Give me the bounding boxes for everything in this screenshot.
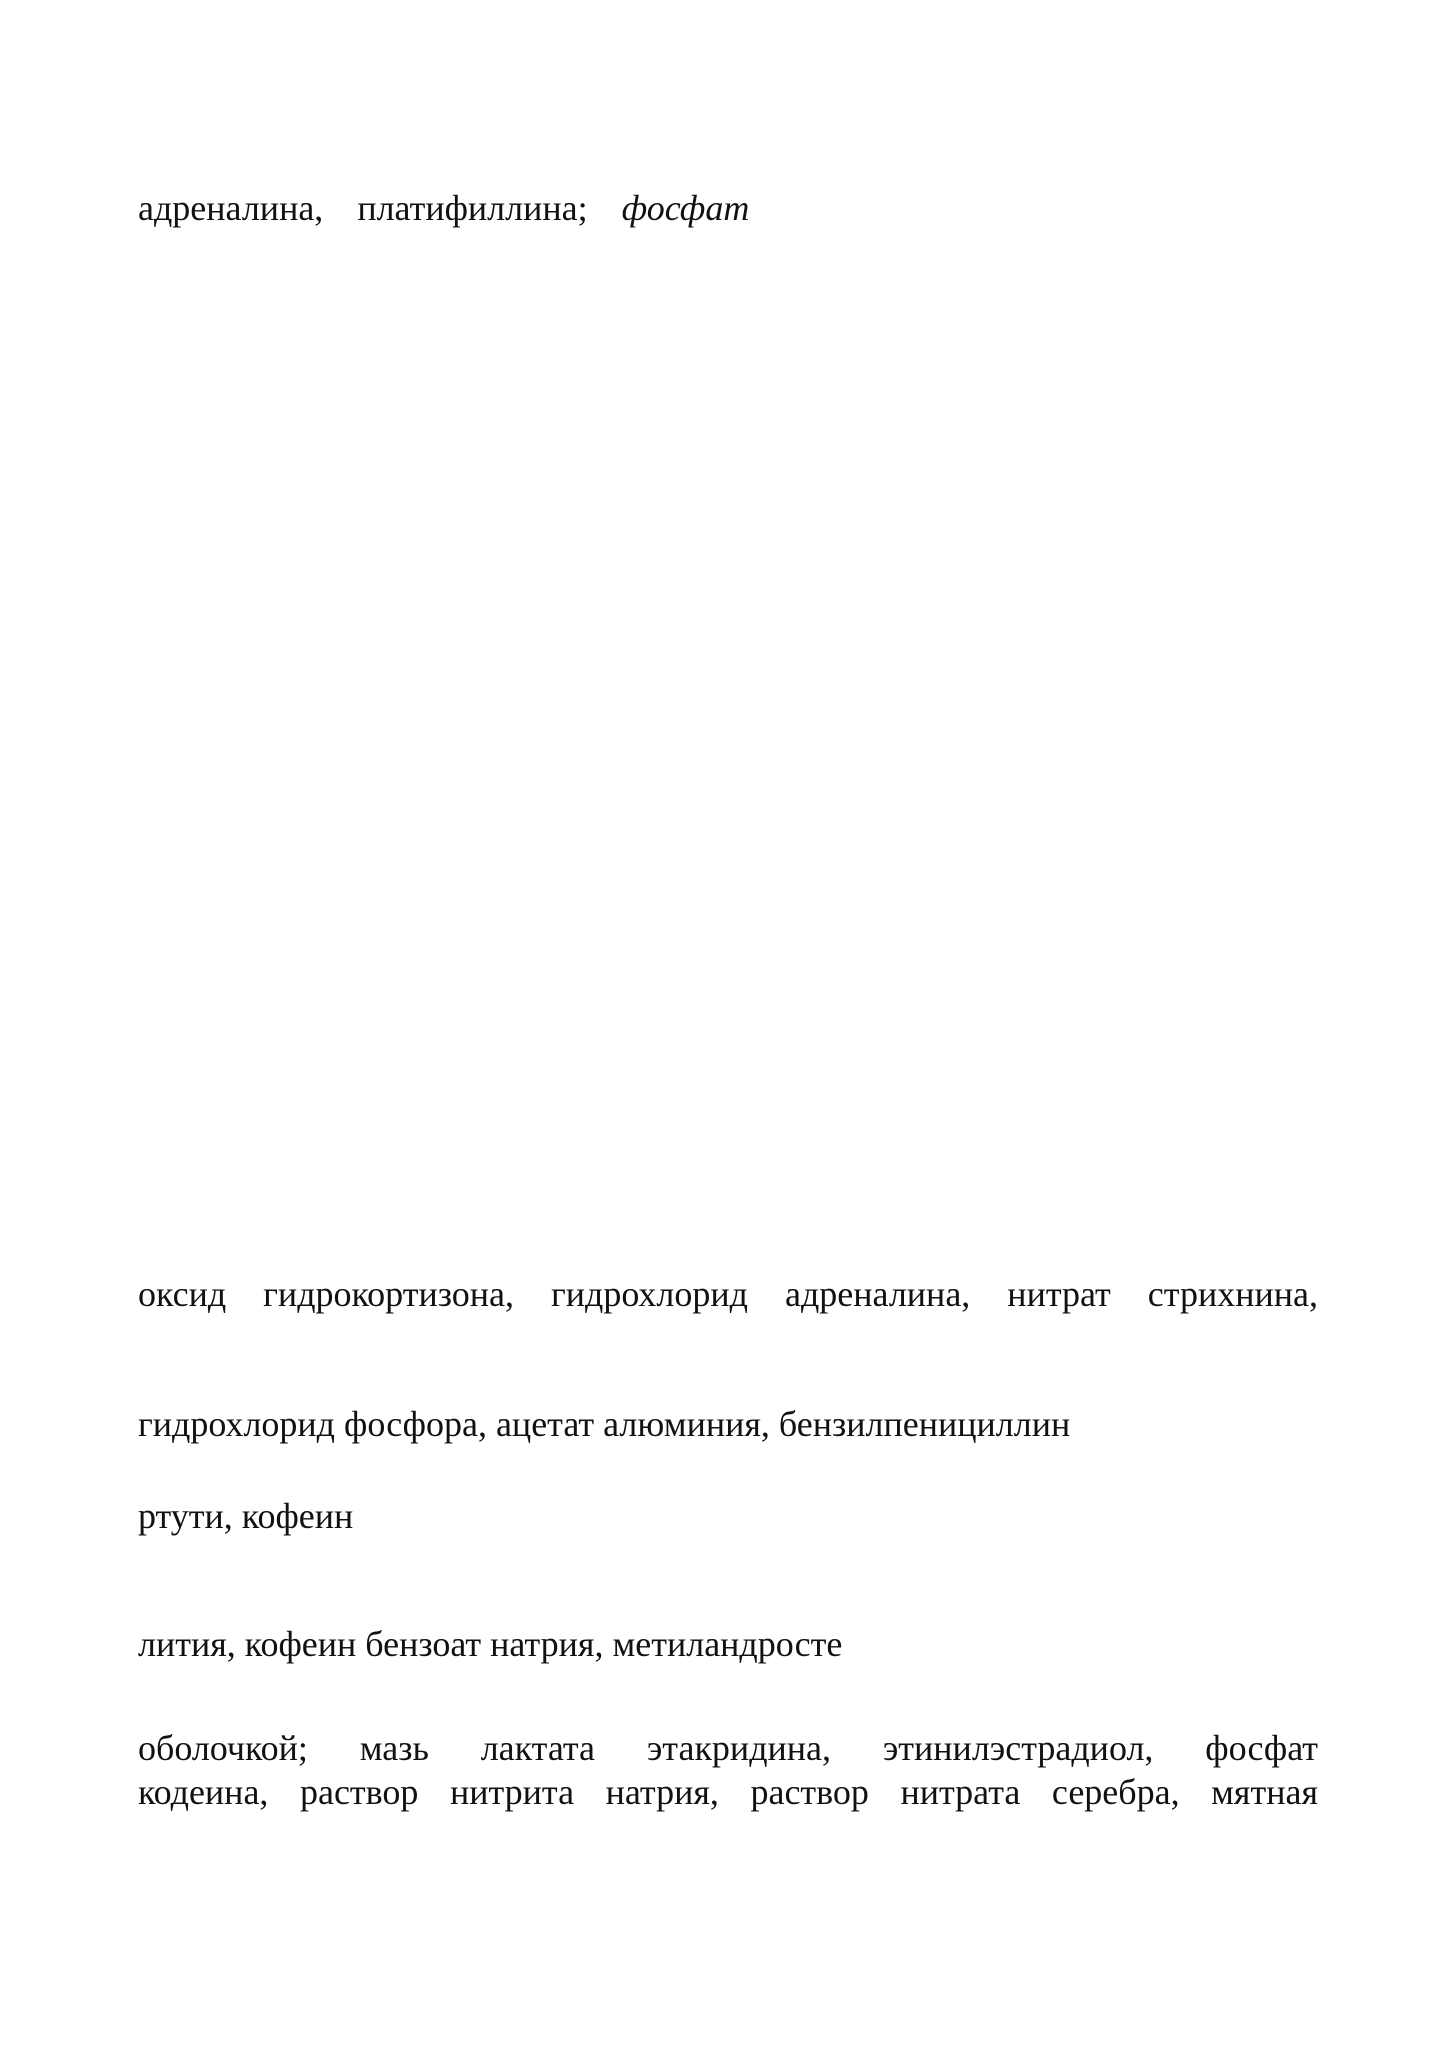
text-line-7: кодеина, раствор нитрита натрия, раствор нитрата серебра, мятная — [138, 1772, 1318, 1812]
text-line-2: оксид гидрокортизона, гидрохлорид адреналина, нитрат стрихнина, — [138, 1274, 1318, 1314]
text-line-3: гидрохлорид фосфора, ацетат алюминия, бензилпенициллин — [138, 1404, 1071, 1444]
text-line-1 — [138, 186, 749, 230]
text-line-4: ртути, кофеин — [138, 1496, 354, 1536]
text-platifillina: платифиллина; — [357, 188, 588, 228]
text-fosfat-italic: фосфат — [621, 188, 750, 228]
text-adrenalina: адреналина, — [138, 188, 324, 228]
text-line-6: оболочкой; мазь лактата этакридина, этинилэстрадиол, фосфат — [138, 1728, 1318, 1768]
text-line-5: лития, кофеин бензоат натрия, метиландросте — [138, 1624, 843, 1664]
